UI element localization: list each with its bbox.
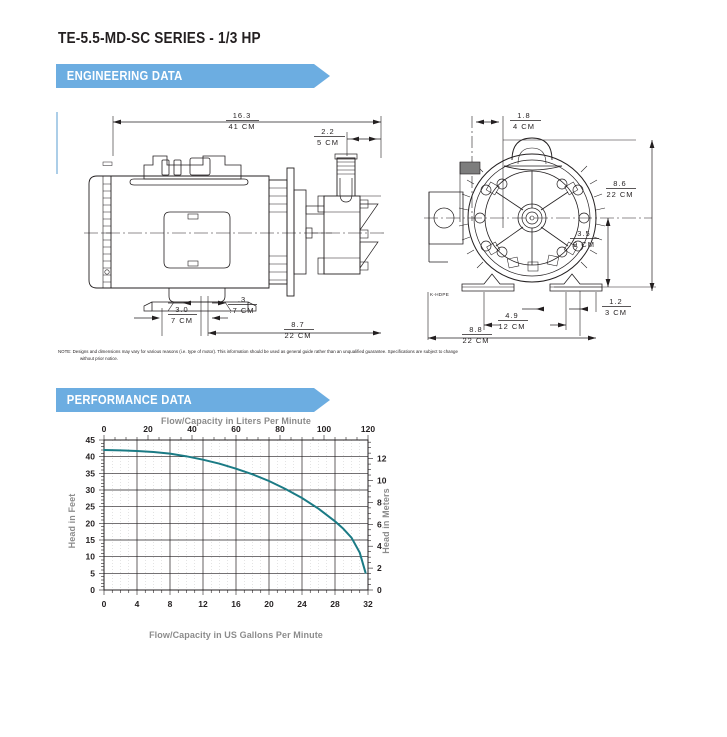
section-banner-performance-label: PERFORMANCE DATA [66, 393, 192, 407]
chart-tick-label: 0 [101, 599, 107, 609]
svg-text:3 CM: 3 CM [605, 308, 627, 317]
chart-tick-label: 12 [198, 599, 208, 609]
chart-tick-label: 0 [90, 585, 95, 595]
chart-tick-label: 20 [143, 424, 153, 434]
section-banner-engineering-label: ENGINEERING DATA [66, 69, 183, 83]
chart-tick-label: 8 [377, 497, 382, 508]
chart-tick-label: 25 [85, 501, 95, 512]
svg-text:8.7: 8.7 [291, 320, 305, 329]
svg-text:8.6: 8.6 [613, 179, 627, 188]
svg-text:41 CM: 41 CM [228, 122, 256, 131]
chart-tick-label: 32 [363, 599, 373, 609]
engineering-drawings [56, 96, 671, 346]
banner-chevron-icon [314, 64, 330, 88]
section-banner-engineering [56, 64, 314, 88]
page-title: TE-5.5-MD-SC SERIES - 1/3 HP [58, 30, 261, 47]
drawings-svg [56, 96, 671, 346]
chart-tick-label: 20 [264, 599, 274, 609]
note-line-1: NOTE: Designs and dimensions may vary for various reasons (i.e. type of motor). This information should be used as general guide rather than an unqualified guarantee. Specifications are subject to change [58, 349, 458, 354]
svg-text:8.8: 8.8 [469, 325, 483, 334]
chart-tick-label: 0 [101, 424, 107, 434]
chart-tick-label: 10 [377, 475, 387, 486]
chart-canvas [56, 412, 416, 627]
chart-tick-label: 5 [90, 568, 95, 579]
svg-text:4.9: 4.9 [505, 311, 519, 320]
chart-tick-label: 80 [275, 424, 285, 434]
chart-tick-label: 35 [85, 468, 95, 479]
chart-top-axis-title: Flow/Capacity in Liters Per Minute [161, 416, 311, 426]
svg-text:7 CM: 7 CM [171, 316, 193, 325]
chart-bottom-axis-title: Flow/Capacity in US Gallons Per Minute [149, 630, 323, 640]
chart-tick-label: 12 [377, 453, 387, 464]
chart-tick-label: 15 [85, 535, 95, 545]
chart-tick-label: 40 [187, 424, 197, 434]
svg-text:22 CM: 22 CM [462, 336, 490, 345]
chart-tick-label: 16 [231, 599, 241, 609]
chart-tick-label: 20 [85, 518, 95, 529]
svg-text:12 CM: 12 CM [498, 322, 526, 331]
chart-tick-label: 60 [231, 424, 241, 434]
banner-chevron-icon-2 [314, 388, 330, 412]
svg-text:16.3: 16.3 [232, 111, 252, 120]
svg-text:22 CM: 22 CM [284, 331, 312, 340]
chart-tick-label: 28 [330, 599, 340, 609]
svg-text:1.2: 1.2 [609, 297, 623, 306]
drawings-disclaimer-note [58, 349, 673, 363]
chart-tick-label: 2 [377, 563, 382, 574]
svg-text:22 CM: 22 CM [606, 190, 634, 199]
svg-text:1.8: 1.8 [517, 111, 531, 120]
svg-text:3.5: 3.5 [577, 229, 591, 238]
chart-tick-label: 120 [360, 424, 376, 434]
chart-right-axis-title: Head in Meters [381, 488, 391, 554]
svg-text:.3: .3 [237, 295, 247, 304]
svg-text:K-HDPE: K-HDPE [430, 292, 450, 297]
svg-text:3.0: 3.0 [175, 305, 189, 314]
chart-curve-head-capacity [104, 450, 366, 573]
chart-tick-label: 40 [85, 451, 95, 462]
section-banner-performance [56, 388, 314, 412]
svg-text:4 CM: 4 CM [513, 122, 535, 131]
chart-tick-label: 100 [316, 424, 332, 434]
chart-tick-label: 10 [85, 551, 95, 562]
chart-tick-label: 6 [377, 519, 382, 530]
chart-tick-label: 8 [167, 599, 173, 609]
chart-tick-label: 30 [85, 485, 95, 495]
svg-text:.7 CM: .7 CM [229, 306, 255, 315]
chart-tick-label: 4 [377, 541, 382, 552]
chart-left-axis-title: Head in Feet [67, 493, 77, 549]
chart-tick-label: 45 [85, 435, 95, 445]
chart-tick-label: 24 [297, 599, 307, 609]
svg-text:9 CM: 9 CM [573, 240, 595, 249]
svg-text:5 CM: 5 CM [317, 138, 339, 147]
note-line-2: without prior notice. [80, 355, 119, 361]
chart-tick-label: 4 [134, 599, 140, 609]
svg-text:2.2: 2.2 [321, 127, 335, 136]
performance-chart [56, 412, 416, 652]
chart-tick-label: 0 [377, 585, 382, 595]
